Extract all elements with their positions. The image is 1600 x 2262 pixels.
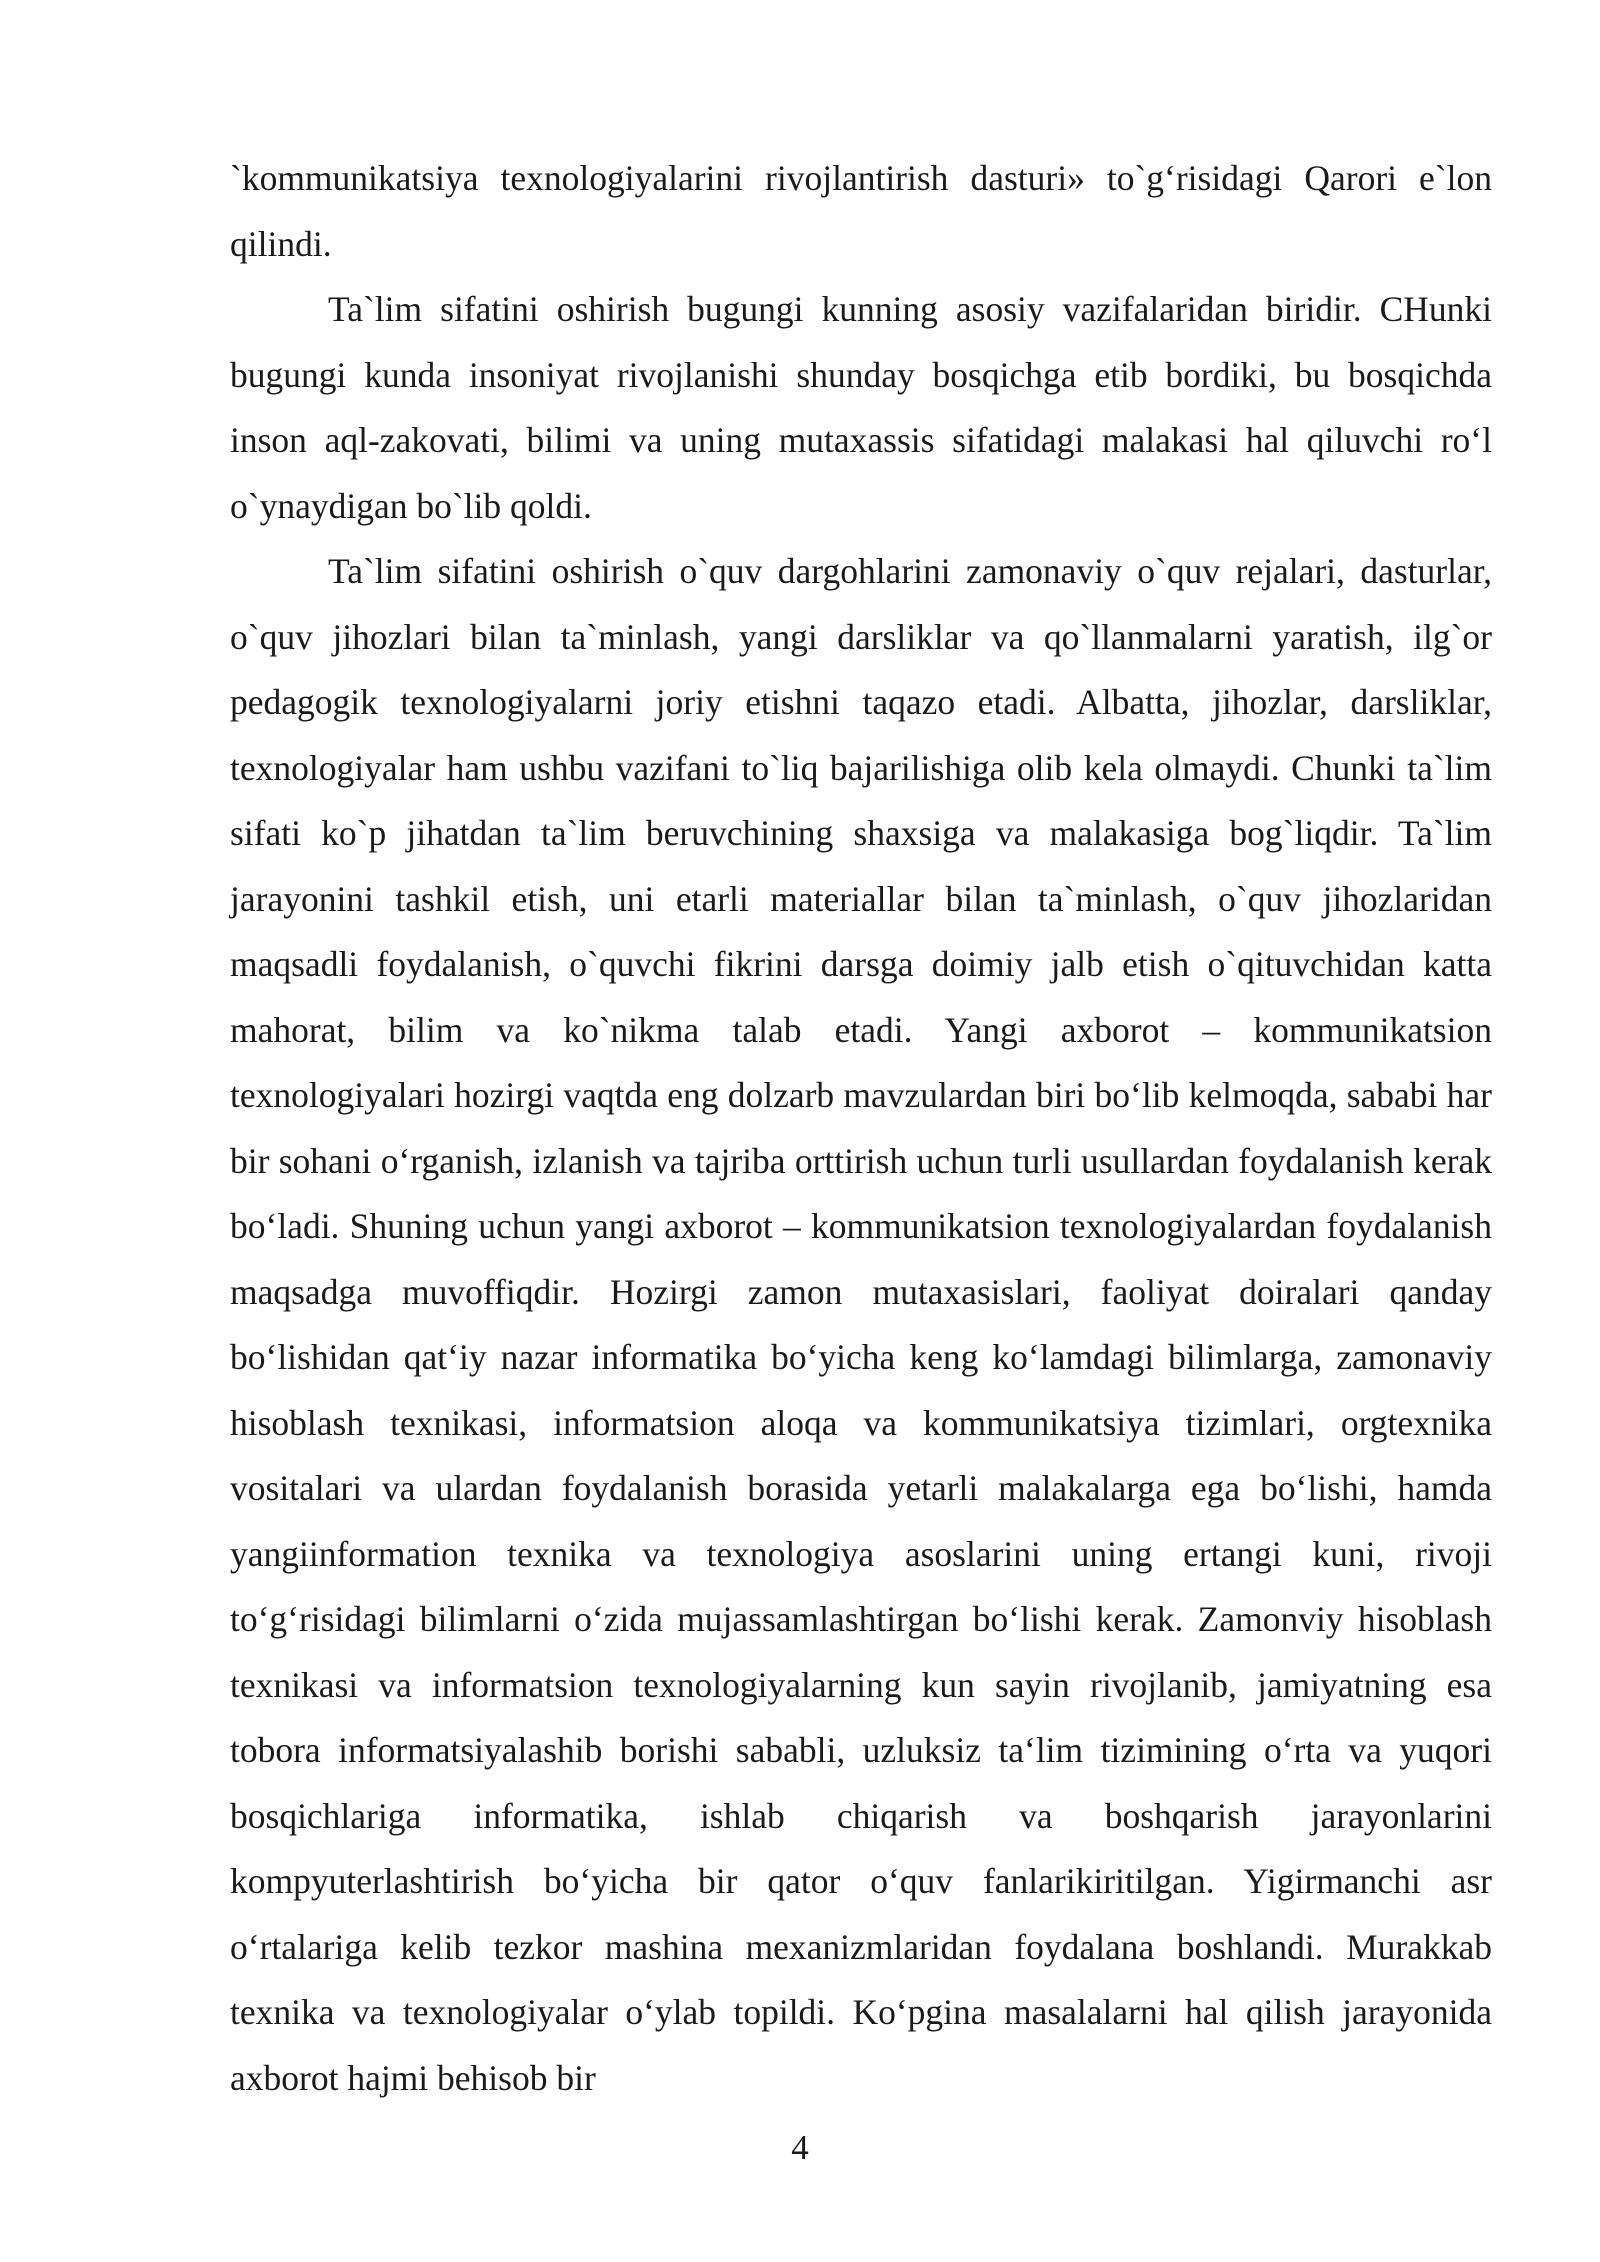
body-text	[230, 146, 1492, 2111]
page-number: 4	[791, 2128, 809, 2167]
paragraph: Ta`lim sifatini oshirish o`quv dargohlarini zamonaviy o`quv rejalari, dasturlar, o`quv jihozlari bilan ta`minlash, yangi darsliklar va qo`llanmalarni yaratish, ilg`or pedagogik texnologiyalarni joriy etishni taqazo etadi. Albatta, jihozlar, darsliklar, texnologiyalar ham ushbu vazifani to`liq bajarilishiga olib kela olmaydi. Chunki ta`lim sifati ko`p jihatdan ta`lim beruvchining shaxsiga va malakasiga bog`liqdir. Ta`lim jarayonini tashkil etish, uni etarli materiallar bilan ta`minlash, o`quv jihozlaridan maqsadli foydalanish, o`quvchi fikrini darsga doimiy jalb etish o`qituvchidan katta mahorat, bilim va ko`nikma talab etadi. Yangi axborot – kommunikatsion texnologiyalari hozirgi vaqtda eng dolzarb mavzulardan biri bo‘lib kelmoqda, sababi har bir sohani o‘rganish, izlanish va tajriba orttirish uchun turli usullardan foydalanish kerak bo‘ladi. Shuning uchun yangi axborot – kommunikatsion texnologiyalardan foydalanish maqsadga muvoffiqdir. Hozirgi zamon mutaxasislari, faoliyat doiralari qanday bo‘lishidan qat‘iy nazar informatika bo‘yicha keng ko‘lamdagi bilimlarga, zamonaviy hisoblash texnikasi, informatsion aloqa va kommunikatsiya tizimlari, orgtexnika vositalari va ulardan foydalanish borasida yetarli malakalarga ega bo‘lishi, hamda yangiinformation texnika va texnologiya asoslarini uning ertangi kuni, rivoji to‘g‘risidagi bilimlarni o‘zida mujassamlashtirgan bo‘lishi kerak. Zamonviy hisoblash texnikasi va informatsion texnologiyalarning kun sayin rivojlanib, jamiyatning esa tobora informatsiyalashib borishi sababli, uzluksiz ta‘lim tizimining o‘rta va yuqori bosqichlariga informatika, ishlab chiqarish va boshqarish jarayonlarini kompyuterlashtirish bo‘yicha bir qator o‘quv fanlarikiritilgan. Yigirmanchi asr o‘rtalariga kelib tezkor mashina mexanizmlaridan foydalana boshlandi. Murakkab texnika va texnologiyalar o‘ylab topildi. Ko‘pgina masalalarni hal qilish jarayonida axborot hajmi behisob bir	[230, 551, 1492, 2098]
paragraph: Ta`lim sifatini oshirish bugungi kunning asosiy vazifalaridan biridir. CHunki bugungi kunda insoniyat rivojlanishi shunday bosqichga etib bordiki, bu bosqichda inson aql-zakovati, bilimi va uning mutaxassis sifatidagi malakasi hal qiluvchi ro‘l o`ynaydigan bo`lib qoldi.	[230, 289, 1492, 526]
paragraph-continuation: `kommunikatsiya texnologiyalarini rivojlantirish dasturi» to`g‘risidagi Qarori e`lon qilindi.	[230, 158, 1492, 264]
